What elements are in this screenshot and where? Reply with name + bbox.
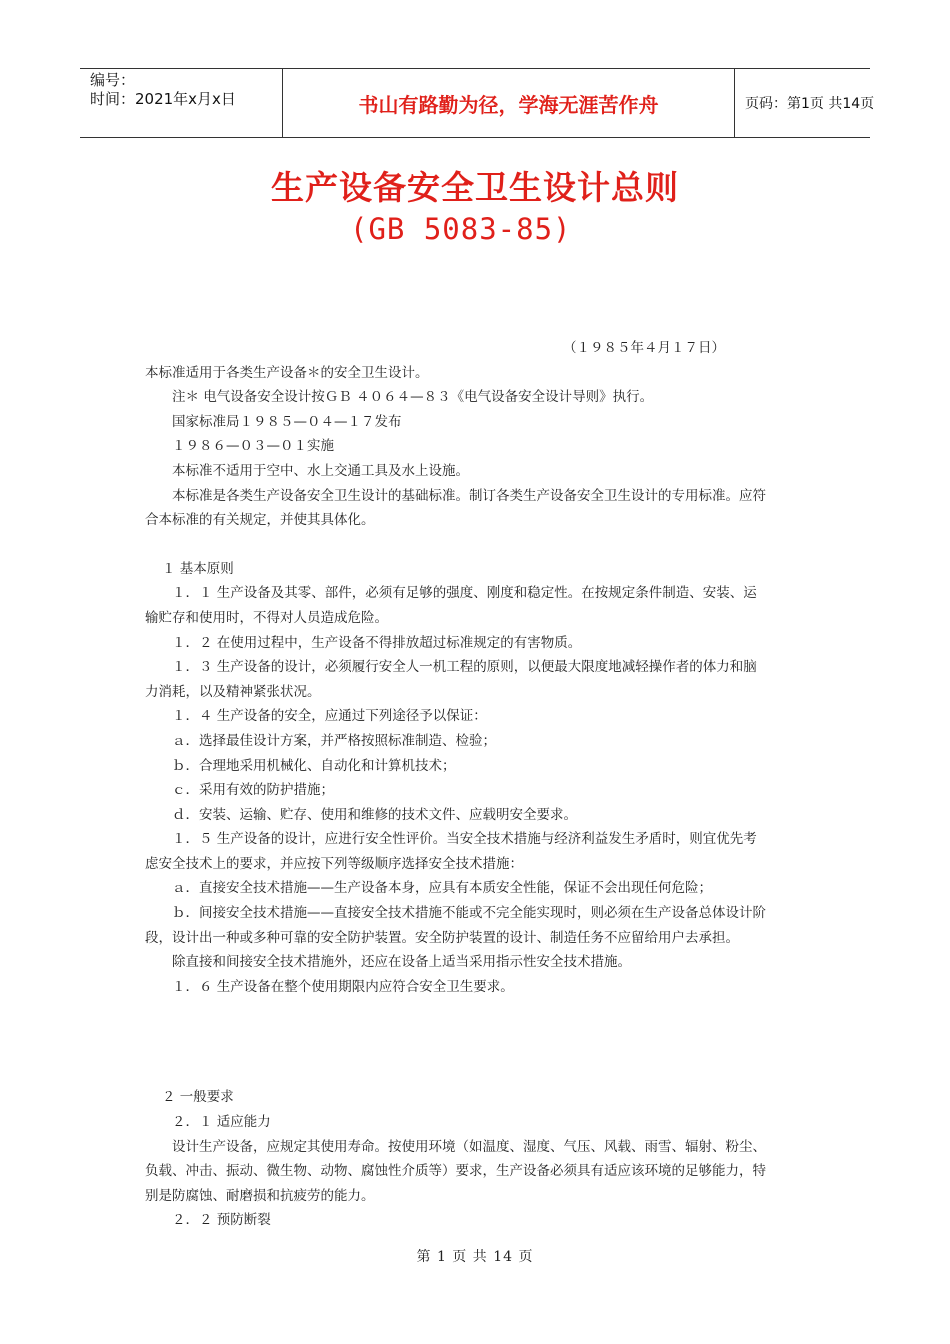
paragraph-line: １．３ 生产设备的设计，必须履行安全人一机工程的原则，以便最大限度地减轻操作者的体力和脑 (172, 659, 757, 676)
list-item: ｃ．采用有效的防护措施； (172, 782, 334, 799)
document-title: 生产设备安全卫生设计总则 (271, 168, 679, 207)
page-info-text: 页码：第1页 共14页 (745, 96, 875, 112)
header-table (80, 68, 875, 138)
paragraph-line: 国家标准局１９８５—０４—１７发布 (172, 413, 402, 430)
document-body (145, 336, 813, 1233)
paragraph-line: １．６ 生产设备在整个使用期限内应符合安全卫生要求。 (172, 978, 514, 995)
paragraph-line: １．１ 生产设备及其零、部件，必须有足够的强度、刚度和稳定性。在按规定条件制造、安装、运 (172, 585, 757, 602)
paragraph-line: １．５ 生产设备的设计，应进行安全性评价。当安全技术措施与经济利益发生矛盾时，则宜优先考 (172, 831, 757, 848)
paragraph-line: １．２ 在使用过程中，生产设备不得排放超过标准规定的有害物质。 (172, 634, 582, 651)
paragraph-line: 本标准不适用于空中、水上交通工具及水上设施。 (172, 462, 469, 479)
section-heading: １ 基本原则 (162, 560, 234, 577)
section-heading: ２ 一般要求 (162, 1089, 234, 1106)
list-item: ｄ．安装、运输、贮存、使用和维修的技术文件、应载明安全要求。 (172, 806, 577, 823)
paragraph-line: 段，设计出一种或多种可靠的安全防护装置。安全防护装置的设计、制造任务不应留给用户去承担。 (145, 929, 739, 946)
paragraph-line: 输贮存和使用时，不得对人员造成危险。 (145, 609, 388, 626)
header-meta-cell (80, 69, 283, 137)
list-item: ａ．选择最佳设计方案，并严格按照标准制造、检验； (172, 732, 496, 749)
issue-date: （１９８５年４月１７日） (563, 340, 725, 356)
paragraph-line: 设计生产设备，应规定其使用寿命。按使用环境（如温度、湿度、气压、风载、雨雪、辐射、粉尘、 (172, 1138, 766, 1155)
paragraph-line: 别是防腐蚀、耐磨损和抗疲劳的能力。 (145, 1187, 375, 1204)
subsection-heading: ２．２ 预防断裂 (172, 1212, 271, 1229)
paragraph-line: 本标准是各类生产设备安全卫生设计的基础标准。制订各类生产设备安全卫生设计的专用标准。应符 (172, 487, 766, 504)
paragraph-line: 虑安全技术上的要求，并应按下列等级顺序选择安全技术措施： (145, 855, 523, 872)
subsection-heading: ２．１ 适应能力 (172, 1114, 271, 1131)
page-footer: 第 1 页 共 14 页 (416, 1249, 534, 1265)
paragraph-line: 合本标准的有关规定，并使其具体化。 (145, 512, 375, 529)
paragraph-line: １．４ 生产设备的安全，应通过下列途径予以保证： (172, 708, 487, 725)
paragraph-line: 力消耗，以及精神紧张状况。 (145, 683, 321, 700)
paragraph-line: １９８６—０３—０１实施 (172, 438, 334, 455)
page-info-cell (735, 69, 875, 137)
motto-text: 书山有路勤为径，学海无涯苦作舟 (358, 92, 659, 117)
list-item: ｂ．间接安全技术措施——直接安全技术措施不能或不完全能实现时，则必须在生产设备总体设计阶 (172, 905, 766, 922)
paragraph-line: 负载、冲击、振动、微生物、动物、腐蚀性介质等）要求，生产设备必须具有适应该环境的足够能力，特 (145, 1163, 766, 1180)
time-label: 时间：2021年x月x日 (90, 90, 236, 108)
number-label: 编号： (90, 71, 136, 89)
paragraph-line: 本标准适用于各类生产设备＊的安全卫生设计。 (145, 364, 429, 381)
paragraph-line: 除直接和间接安全技术措施外，还应在设备上适当采用指示性安全技术措施。 (172, 954, 631, 971)
paragraph-line: 注＊ 电气设备安全设计按ＧＢ ４０６４—８３《电气设备安全设计导则》执行。 (172, 389, 654, 406)
document-code: (GB 5083-85) (350, 212, 572, 246)
list-item: ｂ．合理地采用机械化、自动化和计算机技术； (172, 757, 456, 774)
motto-cell (283, 69, 735, 137)
list-item: ａ．直接安全技术措施——生产设备本身，应具有本质安全性能，保证不会出现任何危险； (172, 880, 712, 897)
